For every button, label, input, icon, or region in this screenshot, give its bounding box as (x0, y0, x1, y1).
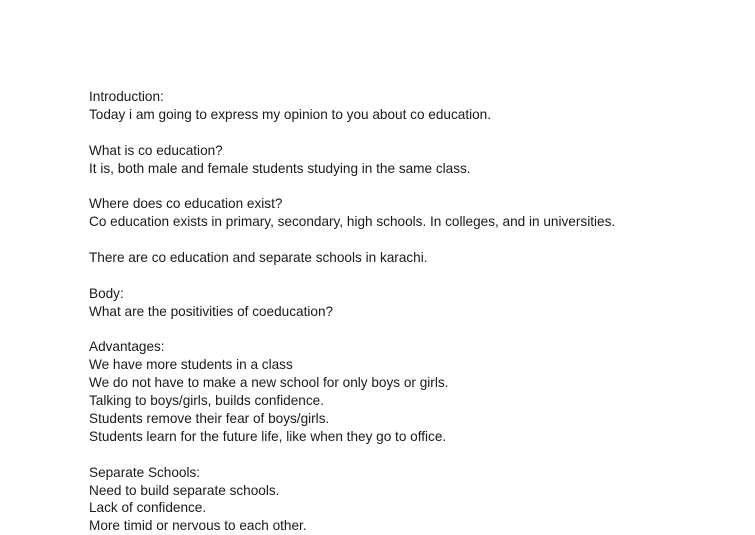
karachi-text: There are co education and separate schools in karachi. (89, 250, 428, 266)
where-question: Where does co education exist? (89, 196, 283, 212)
blank-line (89, 177, 729, 195)
blank-line (89, 446, 729, 464)
body-question: What are the positivities of coeducation? (89, 303, 334, 319)
separate-schools-item: Lack of confidence. (89, 500, 207, 516)
introduction-text: Today i am going to express my opinion to you about co education. (89, 106, 492, 122)
where-answer: Co education exists in primary, secondary, high schools. In colleges, and in universities. (89, 214, 616, 230)
blank-line (89, 231, 729, 249)
what-is-question: What is co education? (89, 142, 223, 158)
advantage-item: Students remove their fear of boys/girls. (89, 411, 330, 427)
blank-line (89, 267, 729, 285)
blank-line (89, 321, 729, 339)
document-body (89, 88, 729, 535)
advantages-heading: Advantages: (89, 339, 165, 355)
separate-schools-item: Need to build separate schools. (89, 482, 280, 498)
blank-line (89, 124, 729, 142)
advantage-item: We do not have to make a new school for only boys or girls. (89, 375, 449, 391)
advantage-item: We have more students in a class (89, 357, 293, 373)
introduction-heading: Introduction: (89, 89, 164, 104)
separate-schools-heading: Separate Schools: (89, 464, 201, 480)
advantage-item: Talking to boys/girls, builds confidence. (89, 393, 324, 409)
advantage-item: Students learn for the future life, like when they go to office. (89, 428, 447, 444)
separate-schools-item: More timid or nervous to each other. (89, 518, 307, 534)
body-heading: Body: (89, 285, 124, 301)
what-is-answer: It is, both male and female students studying in the same class. (89, 160, 471, 176)
